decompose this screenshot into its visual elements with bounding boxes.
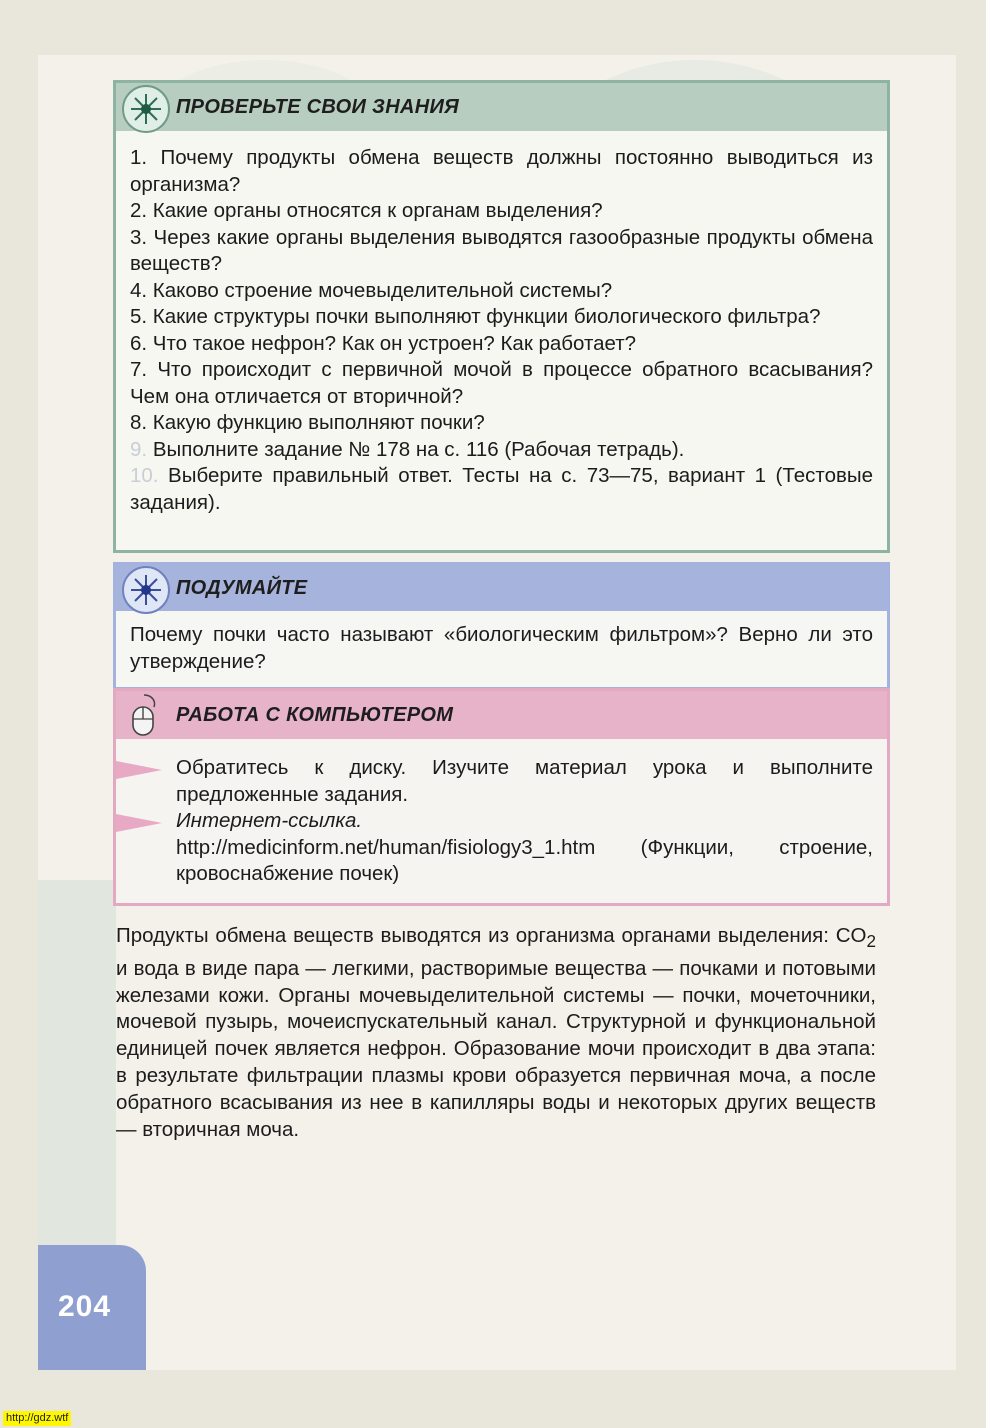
question-item: 8. Какую функцию выполняют почки? [130, 411, 485, 434]
internet-link[interactable]: http://medicinform.net/human/fisiology3_1.htm (Функции, строение, кровоснабжение почек) [176, 835, 873, 885]
check-knowledge-header [116, 83, 887, 131]
think-header [116, 565, 887, 611]
source-watermark-link[interactable]: http://gdz.wtf [3, 1411, 71, 1426]
computer-task [176, 755, 873, 888]
summary-text-1: Продукты обмена веществ выводятся из организма органами выделения: CO [116, 924, 867, 947]
check-knowledge-title: ПРОВЕРЬТЕ СВОИ ЗНАНИЯ [176, 95, 460, 118]
question-text: Выполните задание № 178 на с. 116 (Рабочая тетрадь). [152, 437, 685, 461]
think-box [113, 562, 890, 690]
internet-link-label: Интернет-ссылка. [176, 809, 363, 832]
starburst-icon [122, 85, 170, 133]
check-knowledge-box [113, 80, 890, 553]
computer-work-box [113, 688, 890, 906]
question-item: 7. Что происходит с первичной мочой в процессе обратного всасывания? Чем она отличается от вторичной? [130, 358, 873, 408]
disk-task: Обратитесь к диску. Изучите материал урока и выполните предложенные задания. [176, 756, 873, 806]
question-item: 5. Какие структуры почки выполняют функции биологического фильтра? [130, 305, 821, 328]
bullet-arrow-icon [116, 814, 162, 832]
summary-text-2: и вода в виде пара — легкими, растворимые вещества — почками и потовыми железами кожи. Органы мочевыделительной системы — почки, мочеточники, мочевой пузырь, мочеиспускательный канал. Структурной и функциональной единицей почек является нефрон. Образование мочи происходит в два этапа: в результате фильтрации плазмы крови образуется первичная моча, а после обратного всасывания из нее в капилляры воды и некоторых других веществ — вторичная моча. [116, 956, 876, 1141]
page-number: 204 [58, 1290, 112, 1323]
starburst-icon [122, 566, 170, 614]
computer-work-header [116, 691, 887, 739]
question-item: 3. Через какие органы выделения выводятся газообразные продукты обмена веществ? [130, 225, 873, 275]
question-number-faded: 10. [130, 464, 159, 487]
question-list [130, 145, 873, 516]
question-item-9 [130, 437, 873, 464]
think-question-text: Почему почки часто называют «биологическим фильтром»? Верно ли это утверждение? [130, 623, 873, 673]
question-item: 2. Какие органы относятся к органам выделения? [130, 199, 603, 222]
computer-work-title: РАБОТА С КОМПЬЮТЕРОМ [176, 703, 454, 726]
summary-paragraph [116, 923, 876, 1143]
question-text: Выберите правильный ответ. Тесты на с. 73—75, вариант 1 (Тестовые задания). [130, 464, 873, 514]
bullet-arrow-icon [116, 761, 162, 779]
question-number-faded: 9. [130, 437, 148, 461]
think-title: ПОДУМАЙТЕ [176, 576, 308, 599]
subscript: 2 [866, 932, 876, 952]
question-item: 1. Почему продукты обмена веществ должны постоянно выводиться из организма? [130, 146, 873, 196]
question-item-10 [130, 463, 873, 516]
question-item: 4. Каково строение мочевыделительной системы? [130, 278, 613, 302]
question-item: 6. Что такое нефрон? Как он устроен? Как работает? [130, 331, 637, 355]
mouse-icon [122, 693, 166, 737]
think-question [130, 622, 873, 675]
